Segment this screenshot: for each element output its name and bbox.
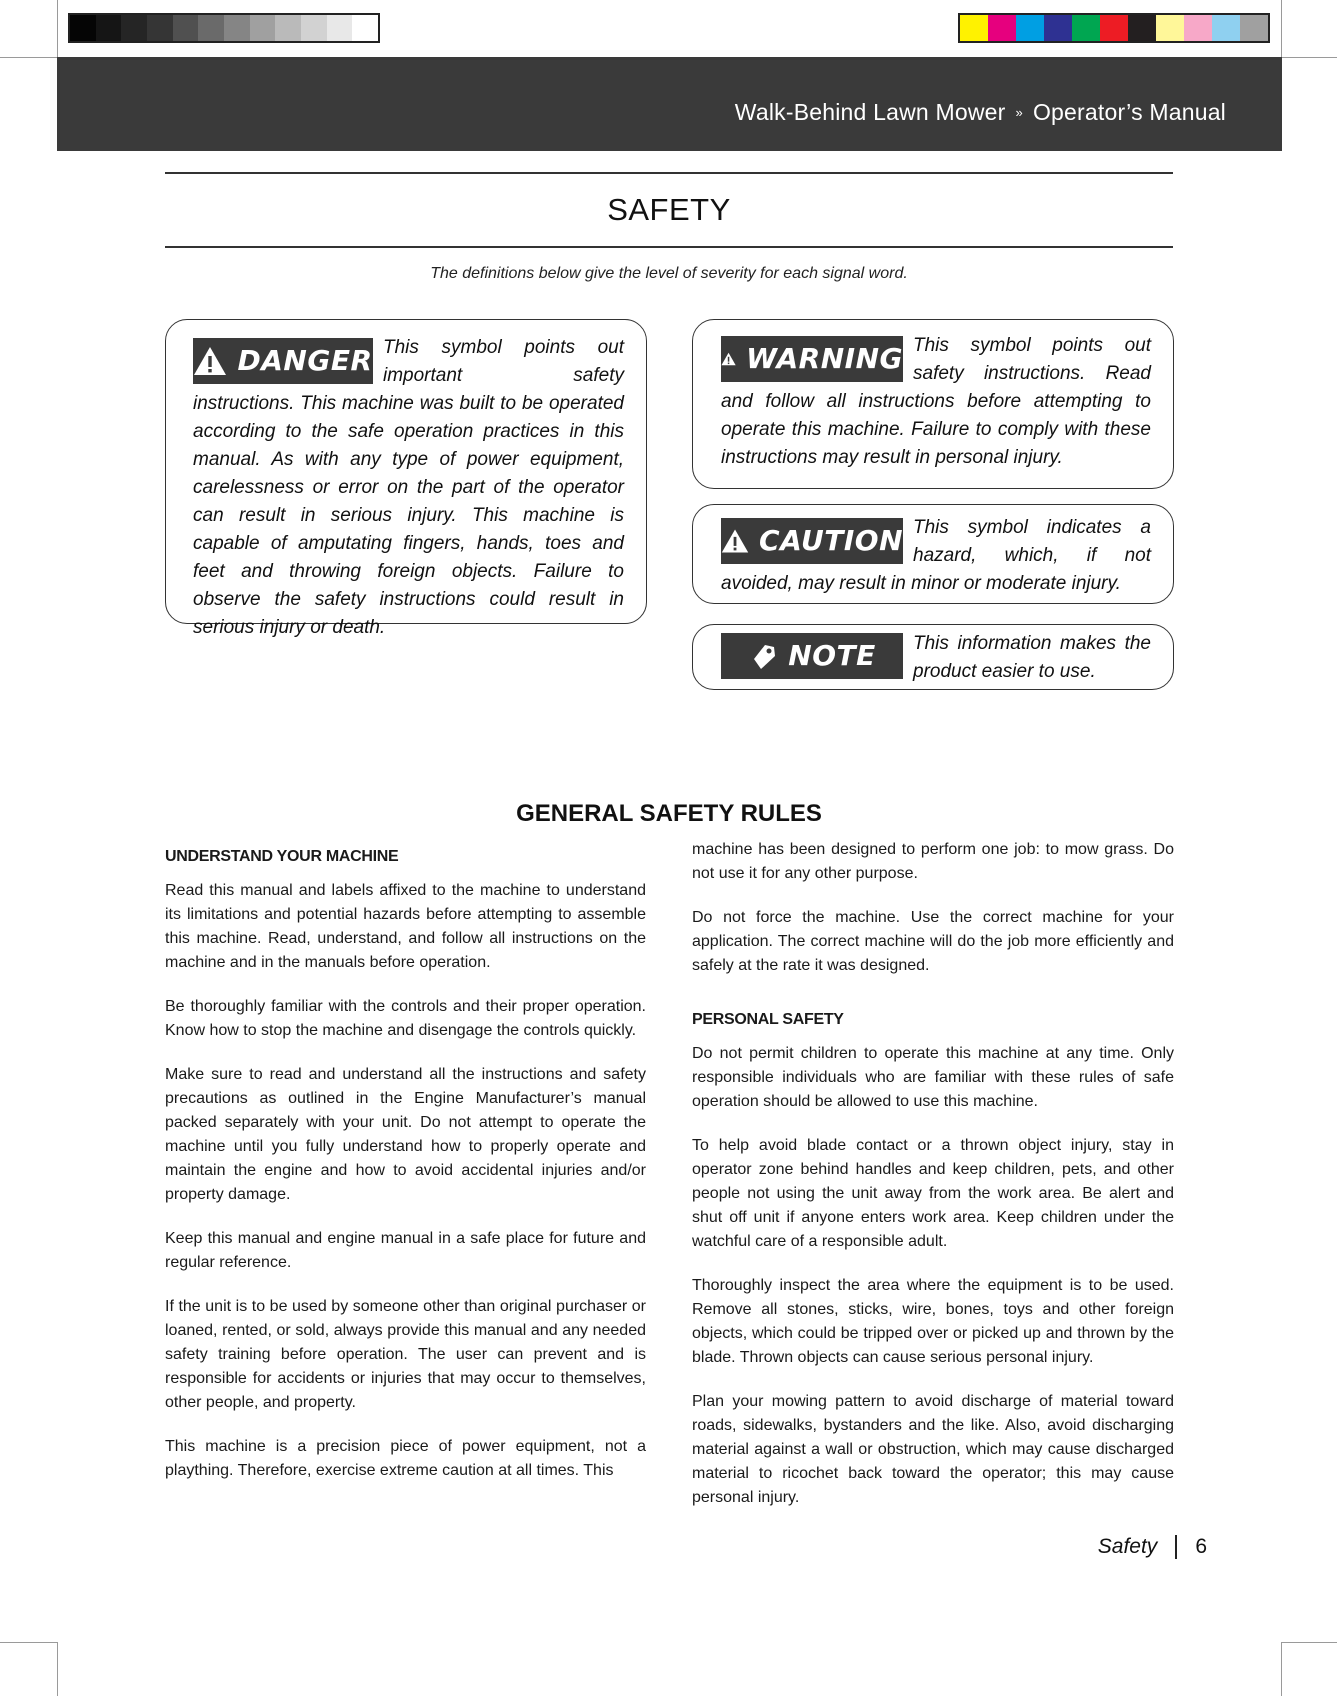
continued-paragraph: Do not force the machine. Use the correct machine for your application. The correct machine will do the job more efficiently and safely at the rate it was designed.: [692, 909, 1174, 974]
warning-triangle-icon: [721, 526, 749, 556]
right-column: [692, 838, 1174, 1530]
crop-mark: [57, 1642, 58, 1696]
color-swatch: [1072, 15, 1100, 41]
color-swatch: [327, 15, 353, 41]
color-swatch: [224, 15, 250, 41]
color-swatch: [960, 15, 988, 41]
color-swatch: [1184, 15, 1212, 41]
footer-divider: [1175, 1535, 1177, 1559]
danger-description: This symbol points out important safety instructions. This machine was built to be operated according to the safe operation practices in this manual. As with any type of power equipment, carelessness or error on the part of the operator can result in serious injury. This machine is capable of amputating fingers, hands, toes and feet and throwing foreign objects. Failure to observe the safety instructions could result in serious injury or death.: [193, 337, 624, 638]
color-swatch: [173, 15, 199, 41]
warning-description: This symbol points out safety instructions. Read and follow all instructions before attempting to operate this machine. Failure to comply with these instructions may result in personal injury.: [721, 335, 1151, 468]
color-calibration-bar: [958, 13, 1270, 43]
color-swatch: [198, 15, 224, 41]
danger-text-wrap: [193, 334, 624, 642]
page-footer: [1098, 1535, 1207, 1559]
color-swatch: [1156, 15, 1184, 41]
grayscale-calibration-bar: [68, 13, 380, 43]
color-swatch: [147, 15, 173, 41]
crop-mark: [0, 1642, 57, 1643]
crop-mark: [1282, 1642, 1337, 1643]
warning-triangle-icon: [721, 344, 736, 374]
note-label-text: NOTE: [788, 639, 876, 672]
color-swatch: [250, 15, 276, 41]
color-swatch: [1240, 15, 1268, 41]
color-swatch: [70, 15, 96, 41]
caution-description: This symbol indicates a hazard, which, if not avoided, may result in minor or moderate injury.: [721, 517, 1151, 594]
header-bar: [57, 57, 1282, 151]
color-swatch: [96, 15, 122, 41]
warning-box: [692, 319, 1174, 489]
crop-mark: [0, 57, 57, 58]
crop-mark: [57, 0, 58, 57]
warning-label: [721, 336, 903, 382]
color-swatch: [1044, 15, 1072, 41]
understand-paragraph: Keep this manual and engine manual in a safe place for future and regular reference.: [165, 1230, 646, 1271]
color-swatch: [1128, 15, 1156, 41]
color-swatch: [275, 15, 301, 41]
color-swatch: [352, 15, 378, 41]
color-swatch: [1212, 15, 1240, 41]
left-column: [165, 845, 646, 1503]
color-swatch: [1016, 15, 1044, 41]
note-label: [721, 633, 903, 679]
note-description: This information makes the product easier to use.: [913, 633, 1151, 682]
tag-icon: [748, 641, 778, 671]
caution-label-text: CAUTION: [759, 524, 903, 557]
danger-label-text: DANGER: [237, 344, 373, 377]
color-swatch: [301, 15, 327, 41]
color-swatch: [1100, 15, 1128, 41]
color-swatch: [121, 15, 147, 41]
continued-paragraph: machine has been designed to perform one job: to mow grass. Do not use it for any other purpose.: [692, 841, 1174, 882]
title-rule-top: [165, 172, 1173, 174]
caution-box: [692, 504, 1174, 604]
caution-label: [721, 518, 903, 564]
header-separator: »: [1015, 105, 1023, 120]
crop-mark: [1281, 0, 1282, 57]
personal-paragraph: Thoroughly inspect the area where the equipment is to be used. Remove all stones, sticks, wire, bones, toys and other foreign objects, which could be tripped over or picked up and thrown by the blade. Thrown objects can cause serious personal injury.: [692, 1277, 1174, 1366]
warning-triangle-icon: [193, 346, 227, 376]
understand-paragraph: Read this manual and labels affixed to the machine to understand its limitations and potential hazards before attempting to assemble this machine. Read, understand, and follow all instructions on the machine and in the manuals before operation.: [165, 882, 646, 971]
personal-paragraph: To help avoid blade contact or a thrown object injury, stay in operator zone behind handles and keep children, pets, and other people not using the unit away from the work area. Be alert and shut off unit if anyone enters work area. Keep children under the watchful care of a responsible adult.: [692, 1137, 1174, 1250]
caution-text-wrap: [721, 514, 1151, 598]
warning-text-wrap: [721, 332, 1151, 472]
understand-paragraph: If the unit is to be used by someone other than original purchaser or loaned, rented, or sold, always provide this manual and any needed safety training before operation. The user can prevent and is responsible for accidents or injuries that may occur to themselves, other people, and property.: [165, 1298, 646, 1411]
warning-label-text: WARNING: [746, 342, 903, 375]
page-number: 6: [1195, 1535, 1207, 1558]
note-text-wrap: [721, 630, 1151, 686]
header-manual: Operator’s Manual: [1032, 99, 1226, 125]
danger-label: [193, 338, 373, 384]
understand-heading: UNDERSTAND YOUR MACHINE: [165, 848, 399, 865]
header-title: [735, 99, 1226, 126]
intro-text: The definitions below give the level of severity for each signal word.: [430, 265, 908, 282]
understand-paragraph: Make sure to read and understand all the instructions and safety precautions as outlined in the Engine Manufacturer’s manual packed separately with your unit. Do not attempt to operate the machine until you fully understand how to properly operate and maintain the engine and how to avoid accidental injuries and/or property damage.: [165, 1066, 646, 1203]
personal-paragraph: Do not permit children to operate this machine at any time. Only responsible individuals who are familiar with these rules of safe operation should be allowed to use this machine.: [692, 1045, 1174, 1110]
crop-mark: [1281, 1642, 1282, 1696]
personal-paragraph: Plan your mowing pattern to avoid discharge of material toward roads, sidewalks, bystanders and the like. Also, avoid discharging material against a wall or obstruction, which may cause discharged material to ricochet back toward the operator; this may cause personal injury.: [692, 1393, 1174, 1506]
color-swatch: [988, 15, 1016, 41]
danger-box: [165, 319, 647, 638]
footer-section: Safety: [1097, 1535, 1158, 1558]
title-rule-bottom: [165, 246, 1173, 248]
page-title: SAFETY: [607, 192, 731, 227]
general-safety-heading: GENERAL SAFETY RULES: [516, 800, 822, 827]
note-box: [692, 624, 1174, 690]
understand-paragraph: This machine is a precision piece of power equipment, not a plaything. Therefore, exercise extreme caution at all times. This: [165, 1438, 646, 1479]
crop-mark: [1282, 57, 1337, 58]
personal-safety-heading: PERSONAL SAFETY: [692, 1011, 844, 1028]
understand-paragraph: Be thoroughly familiar with the controls and their proper operation. Know how to stop the machine and disengage the controls quickly.: [165, 998, 646, 1039]
header-product: Walk-Behind Lawn Mower: [734, 99, 1006, 125]
